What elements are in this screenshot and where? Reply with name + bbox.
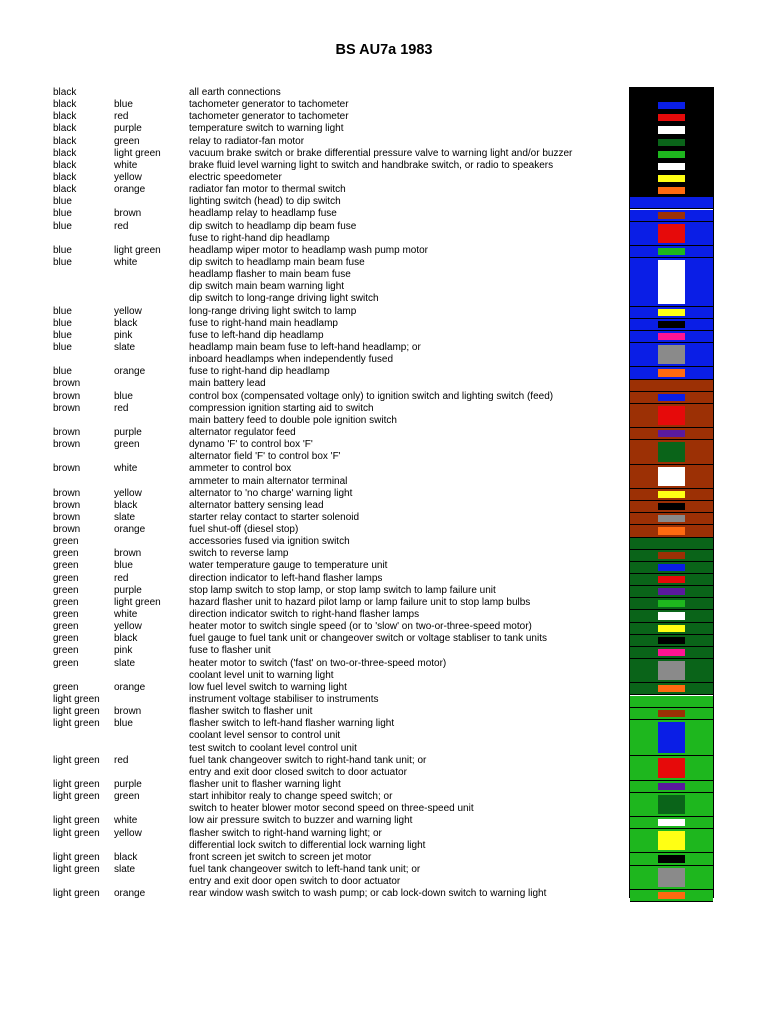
- main-colour-cell: light green: [53, 791, 100, 803]
- tracer-colour-cell: brown: [114, 208, 142, 220]
- tracer-colour-cell: purple: [114, 584, 142, 596]
- colour-swatch: [630, 428, 713, 440]
- tracer-stripe: [658, 600, 685, 607]
- main-colour-cell: light green: [53, 815, 100, 827]
- circuit-description-cell: all earth connections: [189, 87, 281, 98]
- tracer-colour-cell: slate: [114, 511, 136, 523]
- tracer-colour-cell: orange: [114, 524, 146, 536]
- circuit-description-cell: low fuel level switch to warning light: [189, 681, 347, 693]
- main-colour-cell: blue: [53, 196, 72, 208]
- colour-swatch: [630, 149, 713, 161]
- main-colour-cell: light green: [53, 827, 100, 839]
- main-colour-cell: blue: [53, 208, 72, 220]
- colour-swatch: [630, 647, 713, 659]
- colour-swatch: [630, 538, 713, 550]
- tracer-colour-cell: black: [114, 851, 138, 863]
- circuit-description-cell: brake fluid level warning light to switch and handbrake switch, or radio to speakers: [189, 159, 554, 171]
- colour-swatch: [630, 513, 713, 525]
- circuit-description-cell: headlamp main beam fuse to left-hand headlamp; or: [189, 341, 421, 353]
- tracer-stripe: [658, 224, 685, 243]
- tracer-colour-cell: yellow: [114, 621, 142, 633]
- colour-swatch: [630, 331, 713, 343]
- tracer-colour-cell: light green: [114, 244, 161, 256]
- main-colour-cell: green: [53, 609, 79, 621]
- main-colour-cell: green: [53, 596, 79, 608]
- colour-swatch: [630, 708, 713, 720]
- tracer-stripe: [658, 187, 685, 194]
- tracer-colour-cell: purple: [114, 426, 142, 438]
- tracer-stripe: [658, 855, 685, 862]
- colour-swatch: [630, 720, 713, 756]
- tracer-stripe: [658, 722, 685, 753]
- tracer-colour-cell: pink: [114, 329, 133, 341]
- main-colour-cell: black: [53, 123, 77, 135]
- colour-swatch: [630, 817, 713, 829]
- colour-swatch: [630, 246, 713, 258]
- circuit-description-cell: fuse to flasher unit: [189, 645, 271, 657]
- main-colour-cell: light green: [53, 754, 100, 766]
- tracer-stripe: [658, 491, 685, 498]
- tracer-stripe: [658, 139, 685, 146]
- tracer-stripe: [658, 795, 685, 814]
- circuit-description-cell: flasher unit to flasher warning light: [189, 779, 341, 791]
- tracer-stripe: [658, 114, 685, 121]
- colour-swatch: [630, 586, 713, 598]
- circuit-description-cell: tachometer generator to tachometer: [189, 99, 349, 111]
- tracer-stripe: [658, 685, 685, 692]
- main-colour-cell: blue: [53, 256, 72, 268]
- circuit-description-cell: fuel tank changeover switch to right-hand tank unit; or: [189, 754, 427, 766]
- circuit-description-cell: ammeter to control box: [189, 463, 292, 475]
- colour-swatch: [630, 562, 713, 574]
- circuit-description-cell: entry and exit door open switch to door actuator: [189, 876, 401, 888]
- colour-swatch: [630, 173, 713, 185]
- circuit-description-cell: long-range driving light switch to lamp: [189, 305, 357, 317]
- tracer-stripe: [658, 612, 685, 619]
- tracer-stripe: [658, 102, 685, 109]
- circuit-description-cell: fuel tank changeover switch to left-hand tank unit; or: [189, 864, 421, 875]
- colour-swatch: [630, 392, 713, 404]
- main-colour-cell: black: [53, 99, 77, 111]
- main-colour-cell: brown: [53, 524, 81, 536]
- circuit-description-cell: low air pressure switch to buzzer and warning light: [189, 815, 413, 827]
- circuit-description-cell: hazard flasher unit to hazard pilot lamp or lamp failure unit to stop lamp bulbs: [189, 596, 531, 608]
- tracer-colour-cell: white: [114, 463, 138, 475]
- tracer-colour-cell: blue: [114, 99, 133, 111]
- circuit-description-cell: differential lock switch to differential lock warning light: [189, 839, 426, 851]
- main-colour-cell: green: [53, 584, 79, 596]
- circuit-description-cell: ammeter to main alternator terminal: [189, 475, 348, 487]
- colour-swatch: [630, 380, 713, 392]
- main-colour-cell: blue: [53, 366, 72, 378]
- circuit-description-cell: test switch to coolant level control unit: [189, 742, 357, 754]
- circuit-description-cell: instrument voltage stabiliser to instruments: [189, 694, 379, 706]
- tracer-stripe: [658, 503, 685, 510]
- colour-swatch: [630, 781, 713, 793]
- tracer-stripe: [658, 260, 685, 304]
- tracer-stripe: [658, 333, 685, 340]
- tracer-colour-cell: purple: [114, 123, 142, 135]
- main-colour-cell: brown: [53, 402, 81, 414]
- tracer-stripe: [658, 710, 685, 717]
- main-colour-cell: green: [53, 681, 79, 693]
- colour-swatch: [630, 210, 713, 222]
- circuit-description-cell: direction indicator to left-hand flasher lamps: [189, 572, 383, 584]
- main-colour-cell: brown: [53, 390, 81, 402]
- colour-swatch: [630, 465, 713, 489]
- tracer-colour-cell: red: [114, 402, 129, 414]
- tracer-colour-cell: blue: [114, 718, 133, 730]
- main-colour-cell: brown: [53, 426, 81, 438]
- tracer-stripe: [658, 430, 685, 437]
- circuit-description-cell: fuel shut-off (diesel stop): [189, 524, 299, 536]
- colour-swatch: [630, 161, 713, 173]
- circuit-description-cell: coolant level sensor to control unit: [189, 730, 341, 742]
- tracer-colour-cell: orange: [114, 366, 146, 378]
- colour-swatch-column: [629, 87, 714, 898]
- colour-swatch: [630, 489, 713, 501]
- tracer-colour-cell: red: [114, 754, 129, 766]
- circuit-description-cell: dip switch to long-range driving light switch: [189, 293, 379, 305]
- main-colour-cell: brown: [53, 511, 81, 523]
- circuit-description-cell: fuse to right-hand main headlamp: [189, 317, 338, 329]
- circuit-description-cell: accessories fused via ignition switch: [189, 536, 350, 548]
- tracer-stripe: [658, 831, 685, 850]
- main-colour-cell: blue: [53, 244, 72, 256]
- circuit-description-cell: direction indicator switch to right-hand flasher lamps: [189, 609, 420, 621]
- circuit-description-cell: compression ignition starting aid to switch: [189, 402, 374, 414]
- circuit-description-cell: inboard headlamps when independently fused: [189, 354, 394, 366]
- circuit-description-cell: entry and exit door closed switch to door actuator: [189, 766, 407, 778]
- circuit-description-cell: start inhibitor realy to change speed switch; or: [189, 791, 393, 803]
- circuit-description-cell: switch to heater blower motor second speed on three-speed unit: [189, 803, 474, 815]
- tracer-stripe: [658, 576, 685, 583]
- tracer-colour-cell: orange: [114, 184, 146, 196]
- main-colour-cell: green: [53, 572, 79, 584]
- tracer-stripe: [658, 442, 685, 461]
- colour-swatch: [630, 683, 713, 695]
- main-colour-cell: black: [53, 171, 77, 183]
- colour-swatch: [630, 185, 713, 197]
- tracer-stripe: [658, 212, 685, 219]
- main-colour-cell: light green: [53, 888, 100, 900]
- circuit-description-cell: dynamo 'F' to control box 'F': [189, 439, 313, 451]
- tracer-colour-cell: yellow: [114, 305, 142, 317]
- tracer-stripe: [658, 625, 685, 632]
- main-colour-cell: black: [53, 111, 77, 123]
- tracer-colour-cell: red: [114, 572, 129, 584]
- circuit-description-cell: alternator regulator feed: [189, 426, 296, 438]
- main-colour-cell: blue: [53, 329, 72, 341]
- colour-swatch: [630, 756, 713, 780]
- tracer-colour-cell: pink: [114, 645, 133, 657]
- circuit-description-cell: fuse to right-hand dip headlamp: [189, 366, 330, 378]
- colour-swatch: [630, 137, 713, 149]
- colour-swatch: [630, 890, 713, 902]
- main-colour-cell: light green: [53, 706, 100, 718]
- colour-swatch: [630, 853, 713, 865]
- circuit-description-cell: fuel gauge to fuel tank unit or changeover switch or voltage stabliser to tank units: [189, 633, 547, 645]
- tracer-stripe: [658, 527, 685, 534]
- tracer-colour-cell: black: [114, 317, 138, 329]
- tracer-colour-cell: yellow: [114, 827, 142, 839]
- tracer-colour-cell: purple: [114, 779, 142, 791]
- tracer-colour-cell: red: [114, 220, 129, 232]
- main-colour-cell: green: [53, 657, 79, 669]
- tracer-colour-cell: black: [114, 633, 138, 645]
- circuit-description-cell: starter relay contact to starter solenoid: [189, 511, 360, 523]
- tracer-stripe: [658, 892, 685, 899]
- tracer-colour-cell: slate: [114, 341, 136, 353]
- colour-swatch: [630, 307, 713, 319]
- circuit-description-cell: dip switch main beam warning light: [189, 281, 345, 293]
- circuit-description-cell: dip switch to headlamp dip beam fuse: [189, 220, 357, 232]
- circuit-description-cell: alternator field 'F' to control box 'F': [189, 451, 341, 463]
- tracer-colour-cell: slate: [114, 864, 136, 875]
- main-colour-cell: green: [53, 560, 79, 572]
- circuit-description-cell: water temperature gauge to temperature unit: [189, 560, 388, 572]
- colour-swatch: [630, 343, 713, 367]
- circuit-description-cell: fuse to right-hand dip headlamp: [189, 232, 330, 244]
- tracer-stripe: [658, 248, 685, 255]
- tracer-colour-cell: red: [114, 111, 129, 123]
- tracer-colour-cell: black: [114, 499, 138, 511]
- tracer-colour-cell: white: [114, 815, 138, 827]
- circuit-description-cell: main battery feed to double pole ignition switch: [189, 414, 397, 426]
- colour-swatch: [630, 574, 713, 586]
- tracer-stripe: [658, 345, 685, 364]
- circuit-description-cell: dip switch to headlamp main beam fuse: [189, 256, 365, 268]
- circuit-description-cell: relay to radiator-fan motor: [189, 135, 305, 147]
- circuit-description-cell: tachometer generator to tachometer: [189, 111, 349, 123]
- tracer-colour-cell: slate: [114, 657, 136, 669]
- tracer-stripe: [658, 394, 685, 401]
- tracer-colour-cell: green: [114, 439, 140, 451]
- circuit-description-cell: heater motor to switch ('fast' on two-or-three-speed motor): [189, 657, 447, 669]
- tracer-colour-cell: yellow: [114, 171, 142, 183]
- main-colour-cell: blue: [53, 305, 72, 317]
- circuit-description-cell: lighting switch (head) to dip switch: [189, 196, 341, 208]
- circuit-description-cell: control box (compensated voltage only) to ignition switch and lighting switch (feed): [189, 390, 554, 402]
- colour-swatch: [630, 635, 713, 647]
- circuit-description-cell: fuse to left-hand dip headlamp: [189, 329, 324, 341]
- main-colour-cell: black: [53, 87, 77, 98]
- tracer-colour-cell: green: [114, 791, 140, 803]
- colour-swatch: [630, 100, 713, 112]
- tracer-stripe: [658, 588, 685, 595]
- tracer-colour-cell: blue: [114, 560, 133, 572]
- colour-swatch: [630, 696, 713, 708]
- tracer-colour-cell: brown: [114, 548, 142, 560]
- main-colour-cell: black: [53, 159, 77, 171]
- tracer-colour-cell: green: [114, 135, 140, 147]
- tracer-stripe: [658, 175, 685, 182]
- circuit-description-cell: heater motor to switch single speed (or to 'slow' on two-or-three-speed motor): [189, 621, 532, 633]
- main-colour-cell: green: [53, 645, 79, 657]
- main-colour-cell: green: [53, 621, 79, 633]
- colour-swatch: [630, 793, 713, 817]
- tracer-colour-cell: white: [114, 256, 138, 268]
- circuit-description-cell: main battery lead: [189, 378, 266, 390]
- main-colour-cell: black: [53, 184, 77, 196]
- main-colour-cell: green: [53, 536, 79, 548]
- tracer-colour-cell: orange: [114, 681, 146, 693]
- main-colour-cell: green: [53, 633, 79, 645]
- colour-swatch: [630, 659, 713, 683]
- tracer-stripe: [658, 819, 685, 826]
- tracer-stripe: [658, 467, 685, 486]
- main-colour-cell: light green: [53, 851, 100, 863]
- colour-swatch: [630, 866, 713, 890]
- circuit-description-cell: switch to reverse lamp: [189, 548, 289, 560]
- tracer-colour-cell: orange: [114, 888, 146, 900]
- circuit-description-cell: flasher switch to left-hand flasher warning light: [189, 718, 395, 730]
- colour-swatch: [630, 112, 713, 124]
- main-colour-cell: green: [53, 548, 79, 560]
- colour-swatch: [630, 258, 713, 307]
- circuit-description-cell: stop lamp switch to stop lamp, or stop lamp switch to lamp failure unit: [189, 584, 496, 596]
- tracer-stripe: [658, 661, 685, 680]
- colour-swatch: [630, 440, 713, 464]
- tracer-colour-cell: white: [114, 609, 138, 621]
- tracer-colour-cell: yellow: [114, 487, 142, 499]
- circuit-description-cell: rear window wash switch to wash pump; or cab lock-down switch to warning light: [189, 888, 547, 900]
- circuit-description-cell: front screen jet switch to screen jet motor: [189, 851, 372, 863]
- tracer-colour-cell: blue: [114, 390, 133, 402]
- colour-swatch: [630, 404, 713, 428]
- circuit-description-cell: flasher switch to flasher unit: [189, 706, 313, 718]
- circuit-description-cell: radiator fan motor to thermal switch: [189, 184, 346, 196]
- colour-swatch: [630, 222, 713, 246]
- main-colour-cell: blue: [53, 317, 72, 329]
- tracer-stripe: [658, 783, 685, 790]
- main-colour-cell: black: [53, 135, 77, 147]
- colour-swatch: [630, 501, 713, 513]
- tracer-colour-cell: light green: [114, 596, 161, 608]
- tracer-stripe: [658, 163, 685, 170]
- tracer-stripe: [658, 369, 685, 376]
- tracer-stripe: [658, 552, 685, 559]
- circuit-description-cell: coolant level unit to warning light: [189, 669, 334, 681]
- circuit-description-cell: temperature switch to warning light: [189, 123, 344, 135]
- colour-swatch: [630, 197, 713, 209]
- circuit-description-cell: headlamp relay to headlamp fuse: [189, 208, 337, 220]
- main-colour-cell: black: [53, 147, 77, 159]
- circuit-description-cell: alternator to 'no charge' warning light: [189, 487, 353, 499]
- main-colour-cell: light green: [53, 864, 100, 875]
- tracer-stripe: [658, 868, 685, 887]
- circuit-description-cell: electric speedometer: [189, 171, 282, 183]
- main-colour-cell: blue: [53, 220, 72, 232]
- main-colour-cell: brown: [53, 499, 81, 511]
- tracer-stripe: [658, 309, 685, 316]
- tracer-stripe: [658, 758, 685, 777]
- tracer-colour-cell: brown: [114, 706, 142, 718]
- tracer-stripe: [658, 637, 685, 644]
- circuit-description-cell: vacuum brake switch or brake differential pressure valve to warning light and/or buzzer: [189, 147, 573, 159]
- tracer-colour-cell: white: [114, 159, 138, 171]
- colour-swatch: [630, 367, 713, 379]
- colour-swatch: [630, 829, 713, 853]
- colour-swatch: [630, 610, 713, 622]
- colour-swatch: [630, 88, 713, 100]
- tracer-stripe: [658, 515, 685, 522]
- colour-swatch: [630, 319, 713, 331]
- main-colour-cell: light green: [53, 779, 100, 791]
- tracer-stripe: [658, 151, 685, 158]
- colour-swatch: [630, 623, 713, 635]
- colour-swatch: [630, 124, 713, 136]
- tracer-stripe: [658, 564, 685, 571]
- colour-swatch: [630, 550, 713, 562]
- circuit-description-cell: flasher switch to right-hand warning light; or: [189, 827, 382, 839]
- colour-swatch: [630, 525, 713, 537]
- tracer-stripe: [658, 406, 685, 425]
- main-colour-cell: brown: [53, 378, 81, 390]
- main-colour-cell: light green: [53, 718, 100, 730]
- circuit-description-cell: headlamp wiper motor to headlamp wash pump motor: [189, 244, 429, 256]
- main-colour-cell: brown: [53, 439, 81, 451]
- main-colour-cell: blue: [53, 341, 72, 353]
- circuit-description-cell: headlamp flasher to main beam fuse: [189, 269, 351, 281]
- document-title: BS AU7a 1983: [335, 42, 433, 58]
- tracer-stripe: [658, 649, 685, 656]
- tracer-stripe: [658, 126, 685, 133]
- main-colour-cell: light green: [53, 694, 100, 706]
- main-colour-cell: brown: [53, 487, 81, 499]
- main-colour-cell: brown: [53, 463, 81, 475]
- tracer-colour-cell: light green: [114, 147, 161, 159]
- circuit-description-cell: alternator battery sensing lead: [189, 499, 324, 511]
- colour-swatch: [630, 598, 713, 610]
- tracer-stripe: [658, 321, 685, 328]
